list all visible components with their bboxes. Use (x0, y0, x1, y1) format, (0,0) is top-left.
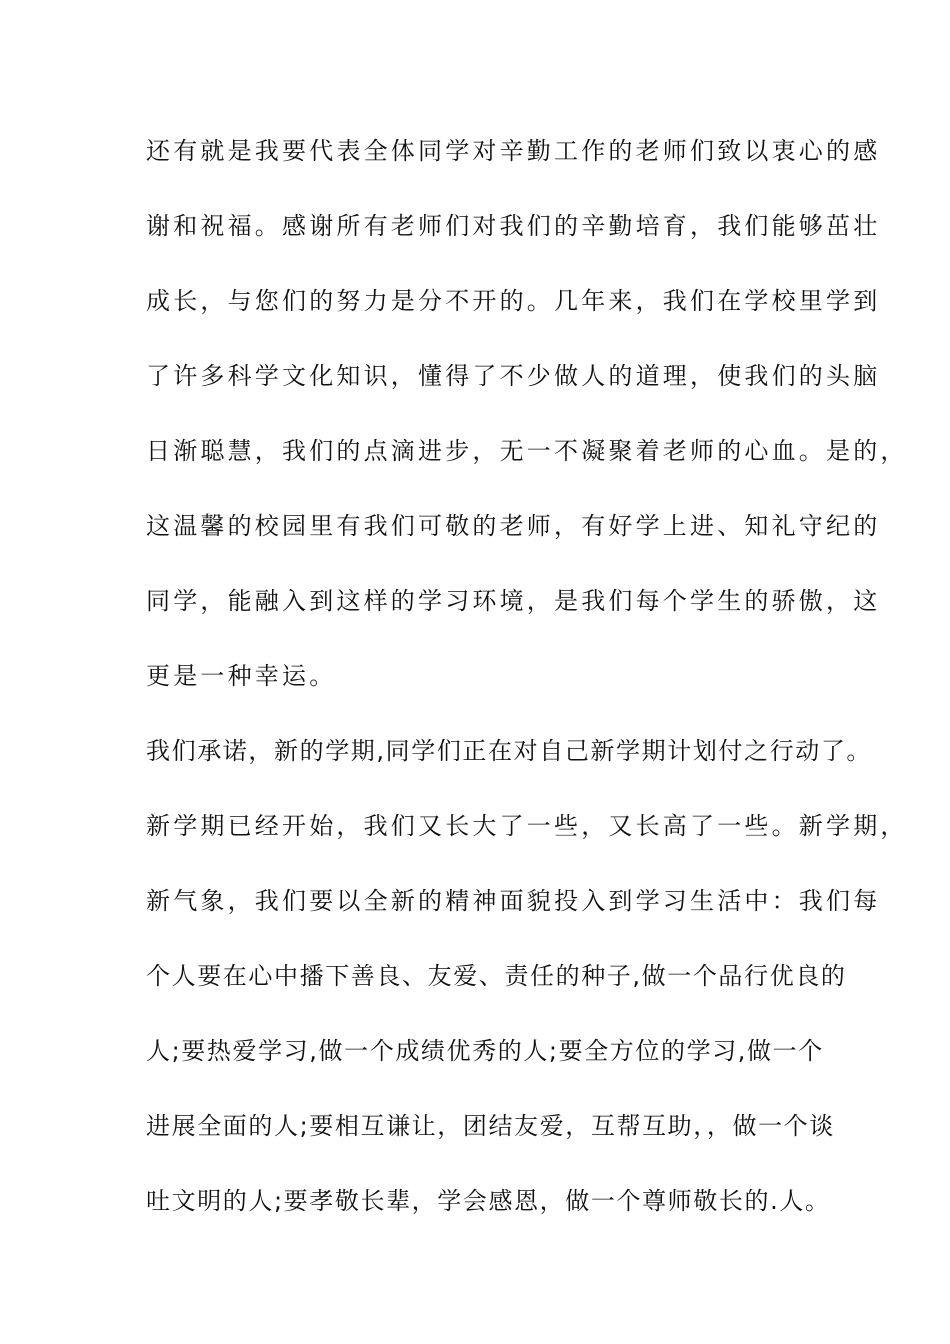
text-line: 同学，能融入到这样的学习环境，是我们每个学生的骄傲，这 (146, 587, 881, 615)
text-line: 进展全面的人;要相互谦让，团结友爱，互帮互助，，做一个谈 (146, 1112, 835, 1140)
text-line: 日渐聪慧，我们的点滴进步，无一不凝聚着老师的心血。是的， (146, 437, 908, 465)
text-line: 还有就是我要代表全体同学对辛勤工作的老师们致以衷心的感 (146, 137, 881, 165)
text-line: 更是一种幸运。 (146, 662, 337, 690)
text-line: 新学期已经开始，我们又长大了一些，又长高了一些。新学期， (146, 812, 908, 840)
text-line: 谢和祝福。感谢所有老师们对我们的辛勤培育，我们能够茁壮 (146, 212, 881, 240)
text-line: 个人要在心中播下善良、友爱、责任的种子,做一个品行优良的 (146, 962, 847, 990)
text-line: 人;要热爱学习,做一个成绩优秀的人;要全方位的学习,做一个 (146, 1037, 824, 1065)
text-line: 新气象，我们要以全新的精神面貌投入到学习生活中：我们每 (146, 887, 881, 915)
text-line: 了许多科学文化知识，懂得了不少做人的道理，使我们的头脑 (146, 362, 881, 390)
text-line: 这温馨的校园里有我们可敬的老师，有好学上进、知礼守纪的 (146, 512, 881, 540)
text-line: 我们承诺，新的学期,同学们正在对自己新学期计划付之行动了。 (146, 737, 873, 765)
text-line: 吐文明的人;要孝敬长辈，学会感恩，做一个尊师敬长的.人。 (146, 1187, 831, 1215)
text-line: 成长，与您们的努力是分不开的。几年来，我们在学校里学到 (146, 287, 881, 315)
